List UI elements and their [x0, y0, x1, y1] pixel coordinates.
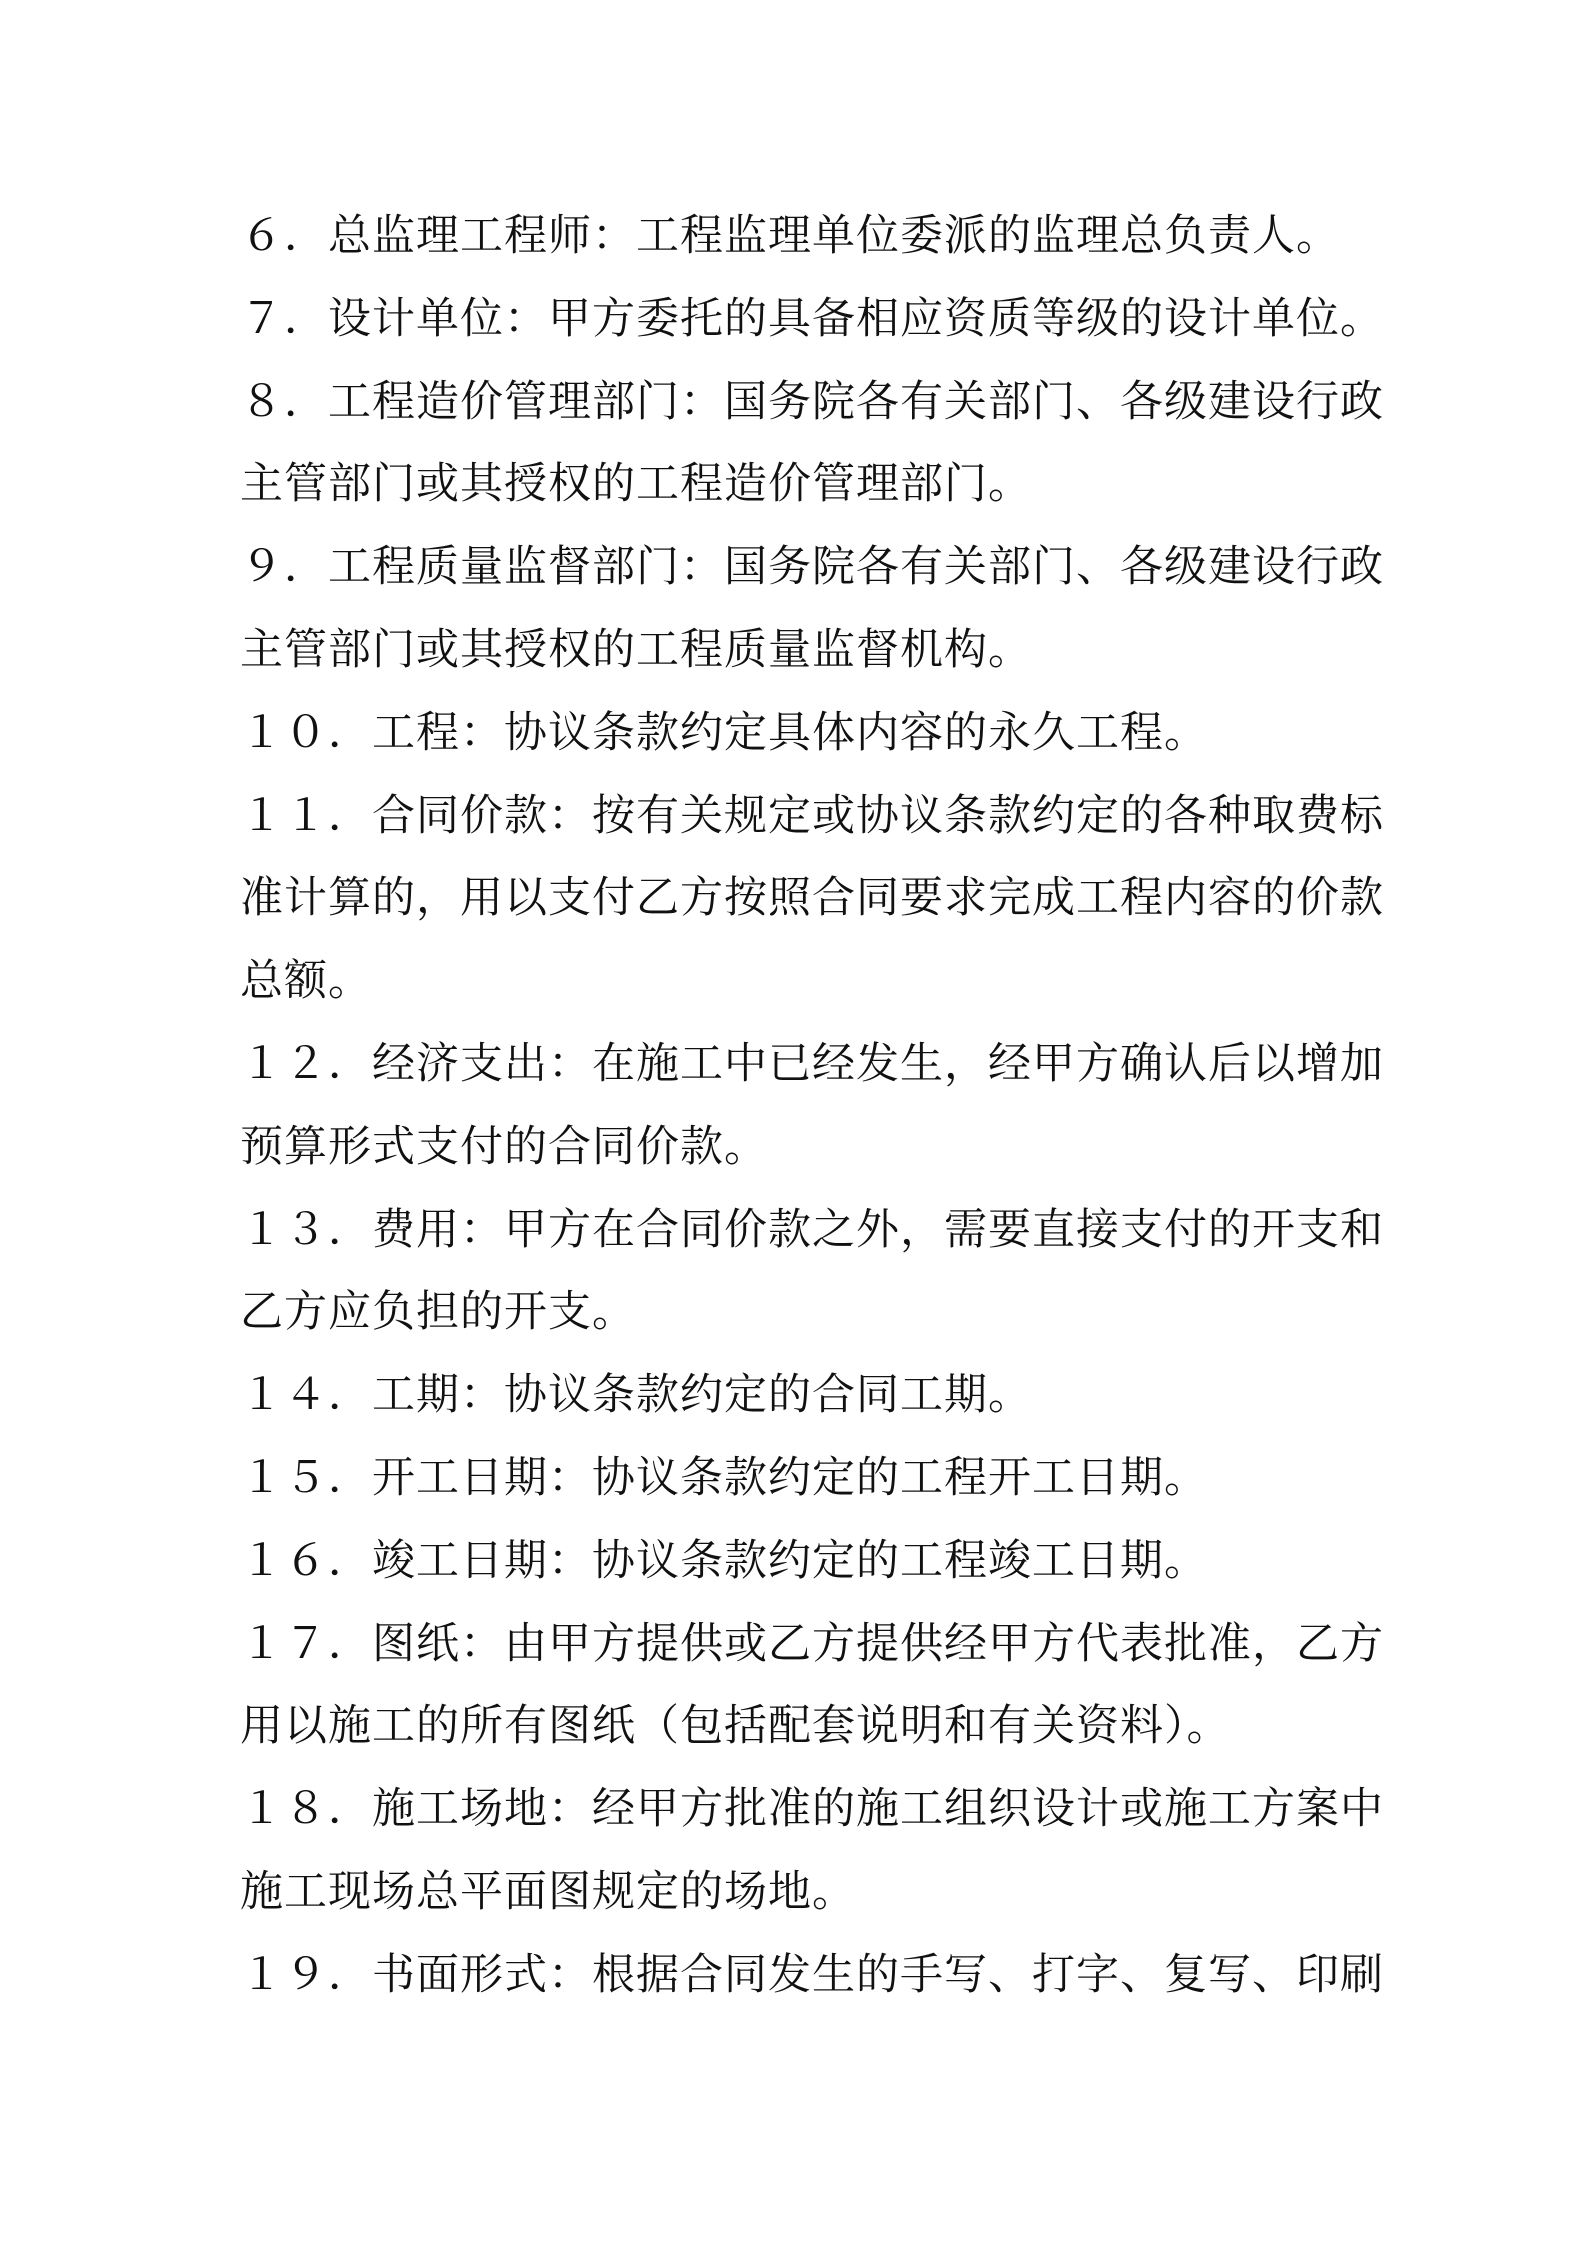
text-line: 总额。 [240, 956, 372, 1007]
text-line: ６．总监理工程师：工程监理单位委派的监理总负责人。 [240, 211, 1340, 261]
text-line: １６．竣工日期：协议条款约定的工程竣工日期。 [240, 1535, 1208, 1586]
text-line: 预算形式支付的合同价款。 [240, 1121, 768, 1172]
text-line: １１．合同价款：按有关规定或协议条款约定的各种取费标 [240, 790, 1384, 841]
text-line: １０．工程：协议条款约定具体内容的永久工程。 [240, 707, 1208, 758]
text-line: ８．工程造价管理部门：国务院各有关部门、各级建设行政 [240, 376, 1384, 427]
text-line: １３．费用：甲方在合同价款之外，需要直接支付的开支和 [240, 1204, 1384, 1255]
text-line: 施工现场总平面图规定的场地。 [240, 1866, 856, 1917]
text-line: 主管部门或其授权的工程造价管理部门。 [240, 459, 1032, 510]
text-line: 准计算的，用以支付乙方按照合同要求完成工程内容的价款 [240, 873, 1384, 924]
text-line: ７．设计单位：甲方委托的具备相应资质等级的设计单位。 [240, 293, 1384, 344]
text-line: １４．工期：协议条款约定的合同工期。 [240, 1370, 1032, 1421]
text-line: 乙方应负担的开支。 [240, 1287, 636, 1338]
text-line: １８．施工场地：经甲方批准的施工组织设计或施工方案中 [240, 1784, 1384, 1835]
text-line: １２．经济支出：在施工中已经发生，经甲方确认后以增加 [240, 1038, 1384, 1089]
document-body [240, 195, 1384, 2017]
text-line: １５．开工日期：协议条款约定的工程开工日期。 [240, 1452, 1208, 1503]
text-line: １９．书面形式：根据合同发生的手写、打字、复写、印刷 [240, 1949, 1384, 2000]
text-line: ９．工程质量监督部门：国务院各有关部门、各级建设行政 [240, 542, 1384, 593]
text-line: 用以施工的所有图纸（包括配套说明和有关资料）。 [240, 1701, 1231, 1752]
text-line: １７．图纸：由甲方提供或乙方提供经甲方代表批准，乙方 [240, 1618, 1384, 1669]
text-line: 主管部门或其授权的工程质量监督机构。 [240, 624, 1032, 675]
